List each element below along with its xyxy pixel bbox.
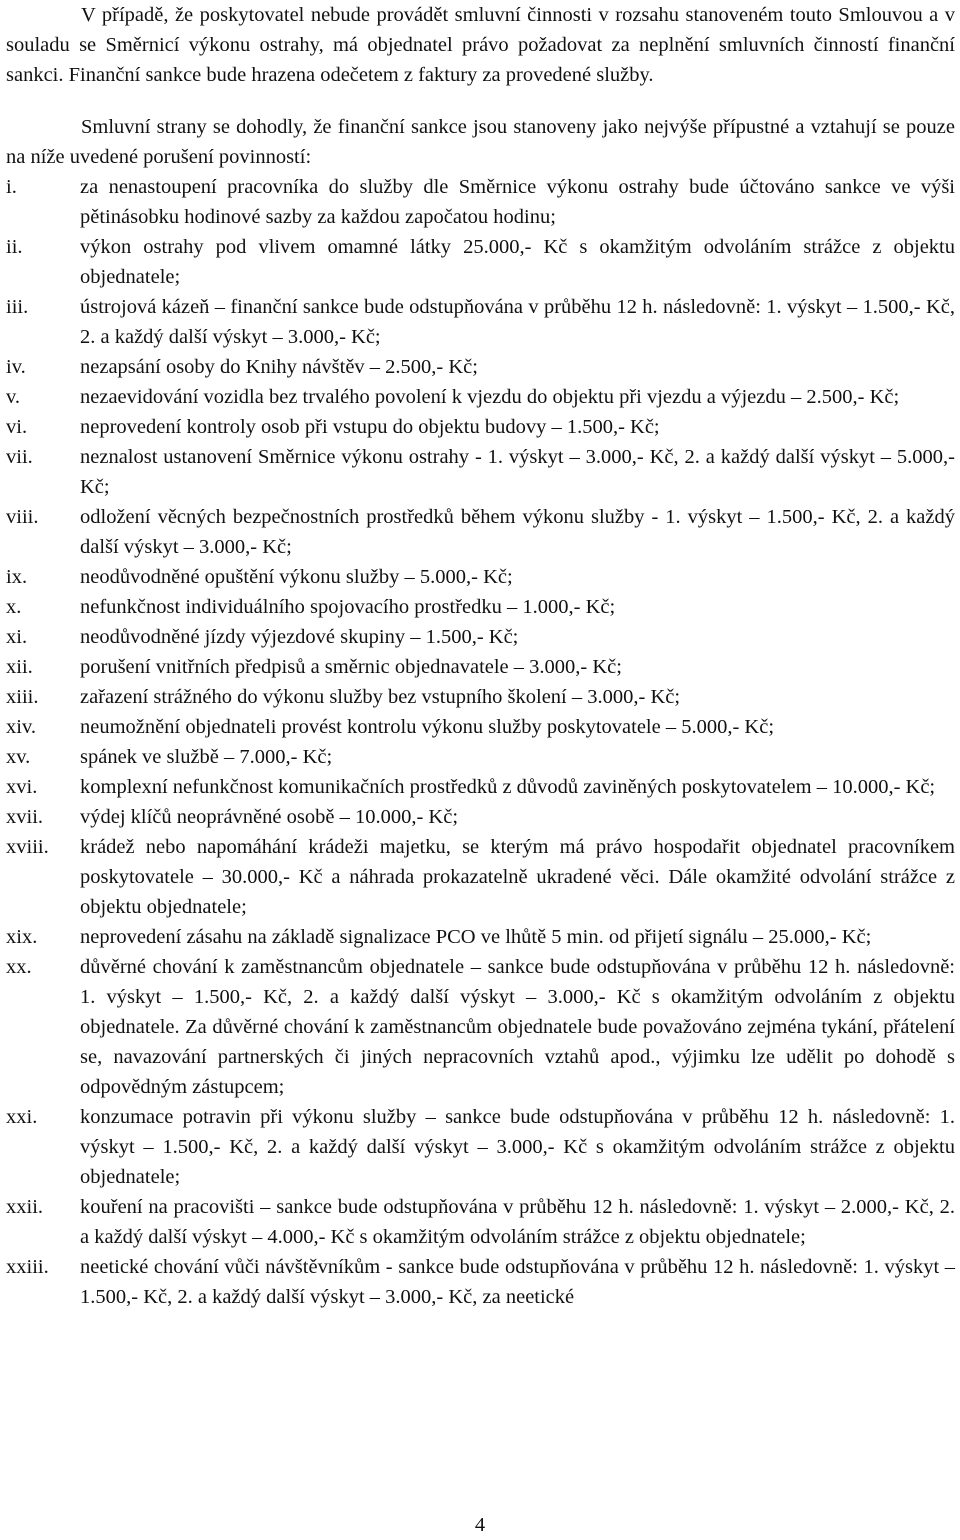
list-item-number: v. xyxy=(6,386,21,408)
list-item-number: xi. xyxy=(6,626,28,648)
list-item xyxy=(6,742,955,772)
list-item xyxy=(6,772,955,802)
list-item-text: kouření na pracovišti – sankce bude odstupňována v průběhu 12 h. následovně: 1. výskyt – 2.000,- Kč, 2. a každý další výskyt – 4.000,- Kč s okamžitým odvoláním strážce z objektu objednatele; xyxy=(80,1196,955,1248)
list-item-text: neumožnění objednateli provést kontrolu výkonu služby poskytovatele – 5.000,- Kč; xyxy=(80,716,775,738)
list-item-text: krádež nebo napomáhání krádeži majetku, se kterým má právo hospodařit objednatel pracovníkem poskytovatele – 30.000,- Kč a náhrada prokazatelně ukradené věci. Dále okamžité odvolání strážce z objektu objednatele; xyxy=(80,836,955,918)
page-number: 4 xyxy=(474,1514,486,1536)
list-item-number: xvi. xyxy=(6,776,38,798)
list-item-number: xvii. xyxy=(6,806,44,828)
list-item-text: spánek ve službě – 7.000,- Kč; xyxy=(80,746,333,768)
list-item-number: xviii. xyxy=(6,836,49,858)
list-item xyxy=(6,832,955,922)
list-item-text: důvěrné chování k zaměstnancům objednatele – sankce bude odstupňována v průběhu 12 h. následovně: 1. výskyt – 1.500,- Kč, 2. a každý další výskyt – 3.000,- Kč s okamžitým odvoláním z objektu objednatele. Za důvěrné chování k zaměstnancům objednatele bude považováno zejména tykání, přátelení se, navazování partnerských či jiných nepracovních vztahů apod., výjimku lze udělit po dohodě s odpovědným zástupcem; xyxy=(80,956,955,1098)
list-item xyxy=(6,1252,955,1312)
list-item-text: neodůvodněné opuštění výkonu služby – 5.000,- Kč; xyxy=(80,566,513,588)
list-item-text: výkon ostrahy pod vlivem omamné látky 25.000,- Kč s okamžitým odvoláním strážce z objektu objednatele; xyxy=(80,236,955,288)
list-item-number: viii. xyxy=(6,506,39,528)
intro-paragraph: V případě, že poskytovatel nebude provádět smluvní činnosti v rozsahu stanoveném touto Smlouvou a v souladu se Směrnicí výkonu ostrahy, má objednatel právo požadovat za neplnění smluvních činností finanční sankci. Finanční sankce bude hrazena odečetem z faktury za provedené služby. xyxy=(6,4,955,86)
list-item-number: xiii. xyxy=(6,686,39,708)
list-item xyxy=(6,622,955,652)
list-item xyxy=(6,292,955,352)
list-item-number: xx. xyxy=(6,956,32,978)
list-item-number: ix. xyxy=(6,566,28,588)
list-item xyxy=(6,652,955,682)
sanctions-list xyxy=(6,172,955,1312)
list-item-number: xv. xyxy=(6,746,31,768)
list-item xyxy=(6,382,955,412)
list-item xyxy=(6,712,955,742)
list-item-text: neznalost ustanovení Směrnice výkonu ostrahy - 1. výskyt – 3.000,- Kč, 2. a každý další výskyt – 5.000,- Kč; xyxy=(80,446,955,498)
list-item xyxy=(6,442,955,502)
list-item-text: nezapsání osoby do Knihy návštěv – 2.500,- Kč; xyxy=(80,356,478,378)
list-item-number: x. xyxy=(6,596,22,618)
list-item-text: neprovedení kontroly osob při vstupu do objektu budovy – 1.500,- Kč; xyxy=(80,416,660,438)
list-item-text: neodůvodněné jízdy výjezdové skupiny – 1.500,- Kč; xyxy=(80,626,519,648)
list-item xyxy=(6,1192,955,1252)
list-item xyxy=(6,352,955,382)
agreement-paragraph: Smluvní strany se dohodly, že finanční sankce jsou stanoveny jako nejvýše přípustné a vztahují se pouze na níže uvedené porušení povinností: xyxy=(6,116,955,168)
list-item xyxy=(6,232,955,292)
list-item xyxy=(6,922,955,952)
list-item xyxy=(6,592,955,622)
list-item-number: xxii. xyxy=(6,1196,44,1218)
list-item-text: neprovedení zásahu na základě signalizace PCO ve lhůtě 5 min. od přijetí signálu – 25.000,- Kč; xyxy=(80,926,872,948)
list-item-text: neetické chování vůči návštěvníkům - sankce bude odstupňována v průběhu 12 h. následovně: 1. výskyt – 1.500,- Kč, 2. a každý další výskyt – 3.000,- Kč, za neetické xyxy=(80,1256,955,1308)
list-item-text: výdej klíčů neoprávněné osobě – 10.000,- Kč; xyxy=(80,806,459,828)
list-item-text: nezaevidování vozidla bez trvalého povolení k vjezdu do objektu při vjezdu a výjezdu – 2.500,- Kč; xyxy=(80,386,900,408)
list-item-text: konzumace potravin při výkonu služby – sankce bude odstupňována v průběhu 12 h. následovně: 1. výskyt – 1.500,- Kč, 2. a každý další výskyt – 3.000,- Kč s okamžitým odvoláním strážce z objektu objednatele; xyxy=(80,1106,955,1188)
list-item-text: porušení vnitřních předpisů a směrnic objednavatele – 3.000,- Kč; xyxy=(80,656,622,678)
list-item xyxy=(6,172,955,232)
list-item-number: vii. xyxy=(6,446,33,468)
list-item-number: iv. xyxy=(6,356,26,378)
list-item xyxy=(6,1102,955,1192)
list-item xyxy=(6,682,955,712)
list-item-number: xxi. xyxy=(6,1106,38,1128)
list-item-number: vi. xyxy=(6,416,28,438)
list-item xyxy=(6,952,955,1102)
list-item-number: xix. xyxy=(6,926,38,948)
list-item-number: ii. xyxy=(6,236,23,258)
list-item-text: odložení věcných bezpečnostních prostředků během výkonu služby - 1. výskyt – 1.500,- Kč, 2. a každý další výskyt – 3.000,- Kč; xyxy=(80,506,955,558)
list-item-number: xii. xyxy=(6,656,33,678)
list-item-number: xxiii. xyxy=(6,1256,49,1278)
list-item xyxy=(6,802,955,832)
list-item-text: komplexní nefunkčnost komunikačních prostředků z důvodů zaviněných poskytovatelem – 10.000,- Kč; xyxy=(80,776,936,798)
list-item-text: nefunkčnost individuálního spojovacího prostředku – 1.000,- Kč; xyxy=(80,596,616,618)
document-page xyxy=(6,0,955,1312)
list-item xyxy=(6,412,955,442)
list-item-number: xiv. xyxy=(6,716,36,738)
list-item-text: za nenastoupení pracovníka do služby dle Směrnice výkonu ostrahy bude účtováno sankce ve výši pětinásobku hodinové sazby za každou započatou hodinu; xyxy=(80,176,955,228)
list-item-number: iii. xyxy=(6,296,29,318)
list-item xyxy=(6,502,955,562)
list-item-text: zařazení strážného do výkonu služby bez vstupního školení – 3.000,- Kč; xyxy=(80,686,681,708)
list-item xyxy=(6,562,955,592)
list-item-text: ústrojová kázeň – finanční sankce bude odstupňována v průběhu 12 h. následovně: 1. výskyt – 1.500,- Kč, 2. a každý další výskyt – 3.000,- Kč; xyxy=(80,296,955,348)
list-item-number: i. xyxy=(6,176,17,198)
